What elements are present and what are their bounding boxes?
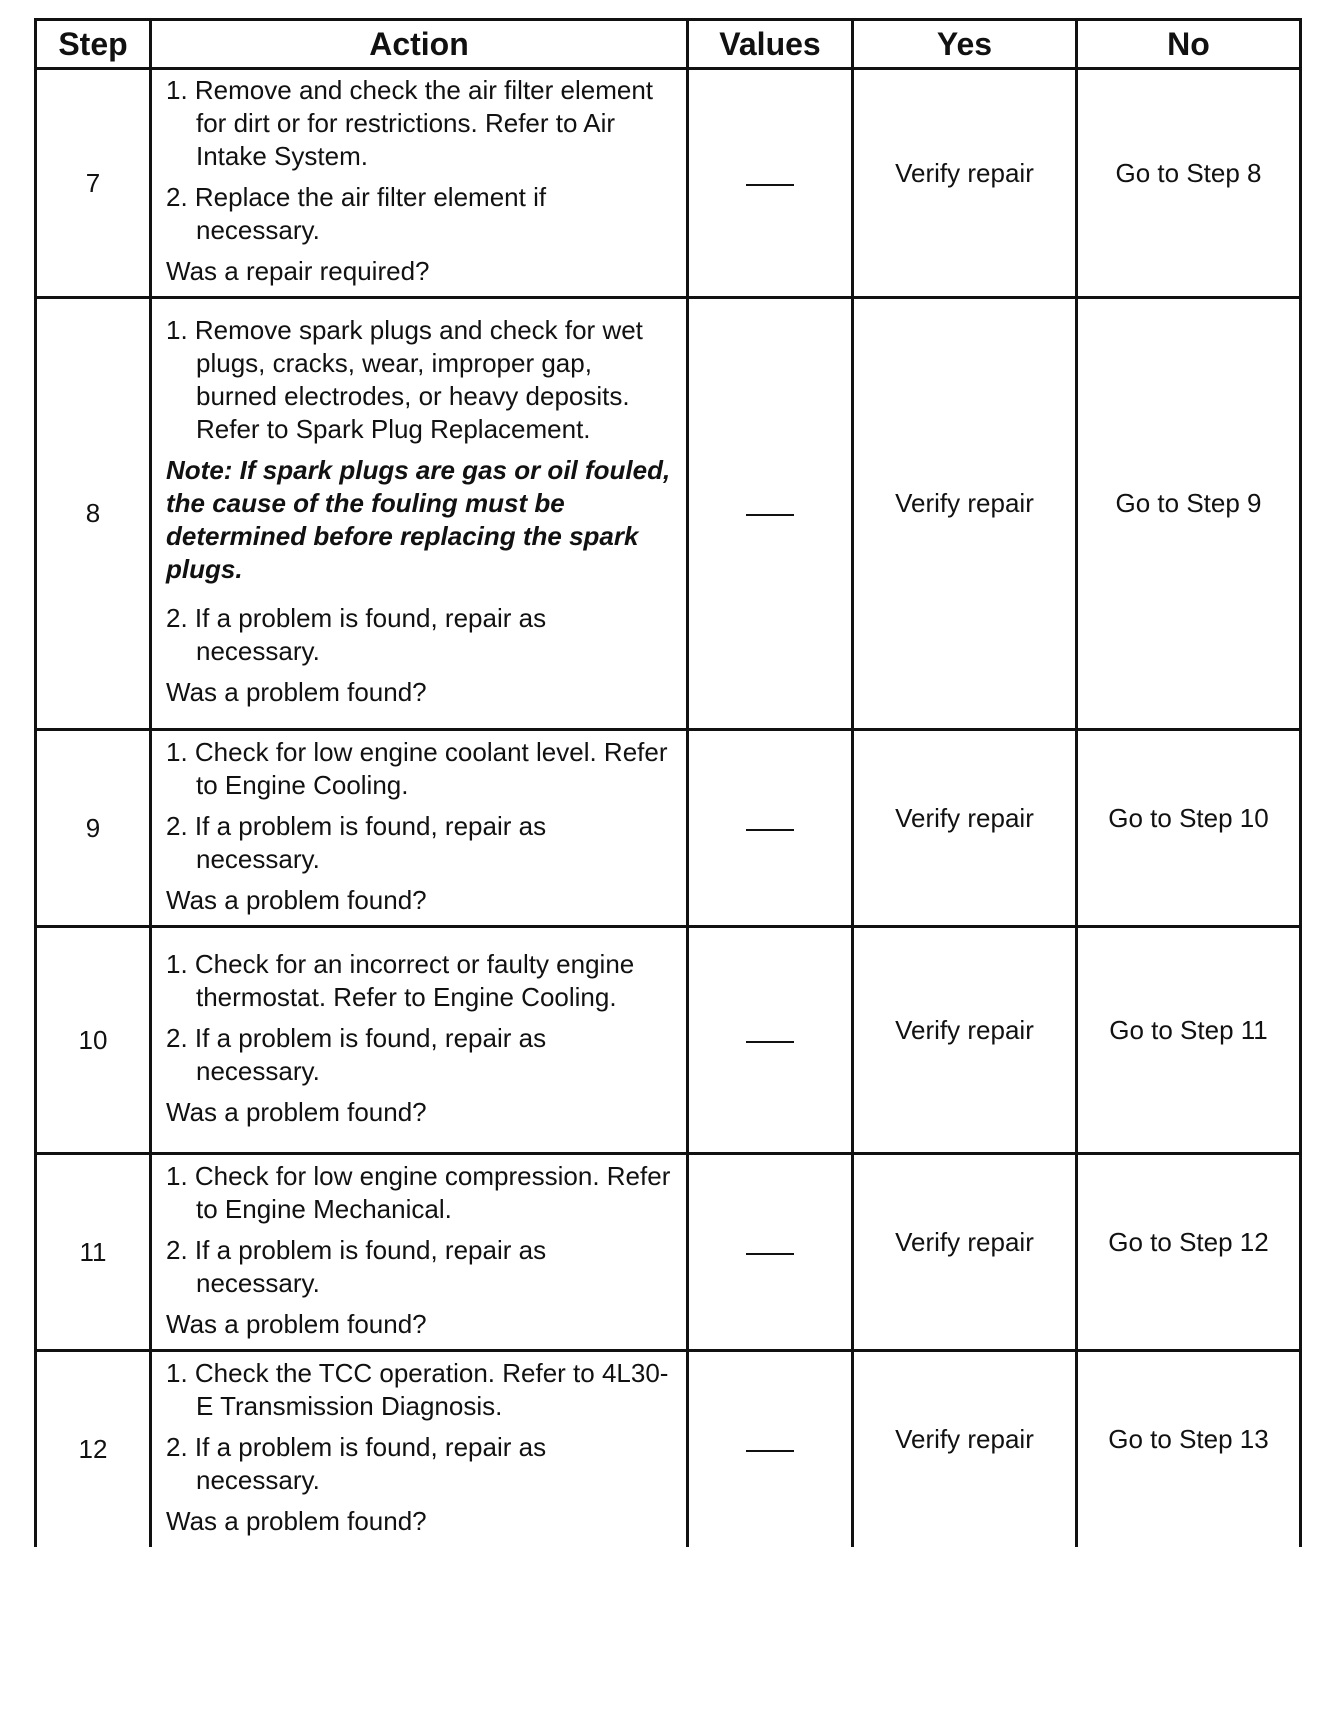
table-header-row <box>36 20 1301 69</box>
action-item: 1. Remove and check the air filter element for dirt or for restrictions. Refer to Air Intake System. <box>166 75 654 171</box>
values-dash <box>746 514 794 516</box>
action-question: Was a problem found? <box>166 1096 427 1127</box>
no-cell: Go to Step 13 <box>1077 1351 1301 1547</box>
action-question: Was a problem found? <box>166 677 427 707</box>
action-question: Was a problem found? <box>166 1505 427 1536</box>
action-question: Was a problem found? <box>166 884 427 915</box>
header-action: Action <box>151 20 688 69</box>
values-cell <box>688 298 853 730</box>
yes-cell: Verify repair <box>853 69 1077 298</box>
table-row <box>36 1154 1301 1351</box>
table-row <box>36 1351 1301 1547</box>
action-item: 1. Check for low engine compression. Refer to Engine Mechanical. <box>166 1160 671 1224</box>
action-item: 1. Remove spark plugs and check for wet plugs, cracks, wear, improper gap, burned electrodes, or heavy deposits. Refer to Spark Plug Replacement. <box>166 315 643 444</box>
step-number: 12 <box>36 1351 151 1547</box>
action-cell <box>151 298 688 730</box>
values-cell <box>688 730 853 927</box>
action-cell <box>151 730 688 927</box>
header-no: No <box>1077 20 1301 69</box>
step-number: 7 <box>36 69 151 298</box>
values-dash <box>746 1450 794 1452</box>
action-item: 1. Check the TCC operation. Refer to 4L30-E Transmission Diagnosis. <box>166 1357 669 1421</box>
action-item: 1. Check for an incorrect or faulty engine thermostat. Refer to Engine Cooling. <box>166 948 635 1012</box>
values-dash <box>746 829 794 831</box>
values-cell <box>688 1154 853 1351</box>
action-item: 2. If a problem is found, repair as necessary. <box>166 1234 547 1298</box>
values-cell <box>688 927 853 1154</box>
action-item: 2. If a problem is found, repair as necessary. <box>166 810 547 874</box>
action-cell <box>151 1154 688 1351</box>
yes-cell: Verify repair <box>853 730 1077 927</box>
action-question: Was a problem found? <box>166 1308 427 1339</box>
step-number: 10 <box>36 927 151 1154</box>
yes-cell: Verify repair <box>853 1351 1077 1547</box>
header-step: Step <box>36 20 151 69</box>
action-item: 2. If a problem is found, repair as necessary. <box>166 1431 547 1495</box>
values-dash <box>746 1041 794 1043</box>
action-item: 2. Replace the air filter element if necessary. <box>166 182 547 245</box>
no-cell: Go to Step 9 <box>1077 298 1301 730</box>
values-cell <box>688 69 853 298</box>
action-cell <box>151 69 688 298</box>
action-cell <box>151 1351 688 1547</box>
action-item: 1. Check for low engine coolant level. Refer to Engine Cooling. <box>166 736 668 800</box>
step-number: 8 <box>36 298 151 730</box>
table-row <box>36 730 1301 927</box>
action-item: 2. If a problem is found, repair as necessary. <box>166 603 547 666</box>
action-question: Was a repair required? <box>166 256 430 286</box>
table-row <box>36 69 1301 298</box>
diagnostic-table <box>34 18 1302 1547</box>
action-note: Note: If spark plugs are gas or oil fouled, the cause of the fouling must be determined before replacing the spark plugs. <box>166 455 671 584</box>
yes-cell: Verify repair <box>853 927 1077 1154</box>
action-cell <box>151 927 688 1154</box>
header-values: Values <box>688 20 853 69</box>
step-number: 9 <box>36 730 151 927</box>
no-cell: Go to Step 10 <box>1077 730 1301 927</box>
no-cell: Go to Step 12 <box>1077 1154 1301 1351</box>
header-yes: Yes <box>853 20 1077 69</box>
yes-cell: Verify repair <box>853 298 1077 730</box>
no-cell: Go to Step 8 <box>1077 69 1301 298</box>
yes-cell: Verify repair <box>853 1154 1077 1351</box>
table-row <box>36 927 1301 1154</box>
action-item: 2. If a problem is found, repair as necessary. <box>166 1022 547 1086</box>
values-dash <box>746 1253 794 1255</box>
table-row <box>36 298 1301 730</box>
values-cell <box>688 1351 853 1547</box>
step-number: 11 <box>36 1154 151 1351</box>
no-cell: Go to Step 11 <box>1077 927 1301 1154</box>
values-dash <box>746 184 794 186</box>
